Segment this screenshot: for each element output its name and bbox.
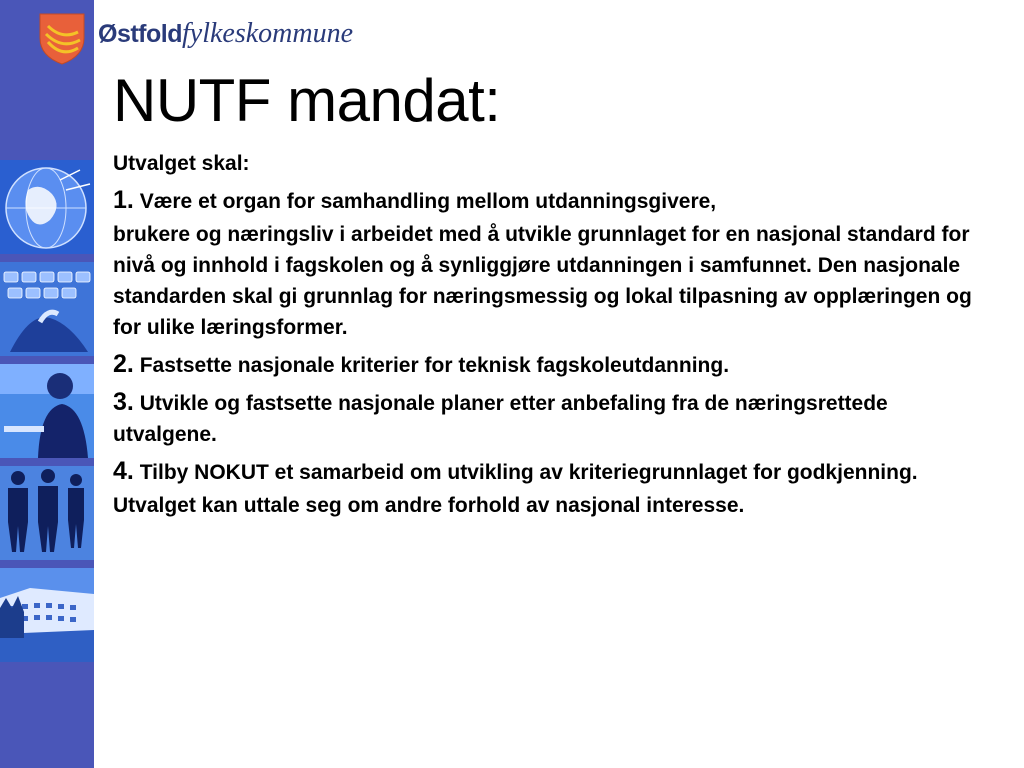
item-text: Tilby NOKUT et samarbeid om utvikling av kriteriegrunnlaget for godkjenning. xyxy=(139,461,918,484)
list-item-1 xyxy=(113,185,993,217)
logo-name-bold: Østfold xyxy=(98,20,182,48)
item-text: Utvikle og fastsette nasjonale planer etter anbefaling fra de næringsrettede utvalgene. xyxy=(113,392,888,446)
globe-photo xyxy=(0,160,94,254)
shield-icon xyxy=(38,12,86,66)
woman-photo xyxy=(0,364,94,458)
item-number: 2. xyxy=(113,350,134,378)
item-number: 1. xyxy=(113,186,134,214)
building-photo xyxy=(0,568,94,662)
slide-title: NUTF mandat: xyxy=(113,67,501,134)
item-text: Fastsette nasjonale kriterier for teknisk fagskoleutdanning. xyxy=(139,354,730,377)
logo-name-italic: fylkeskommune xyxy=(182,18,354,49)
slide-footer-text: Utvalget kan uttale seg om andre forhold av nasjonal interesse. xyxy=(113,494,745,517)
list-item-1-continuation: brukere og næringsliv i arbeidet med å utvikle grunnlaget for en nasjonal standard for nivå og innhold i fagskolen og å synliggjøre utdanningen i samfunnet. Den nasjonale standarden skal gi grunnlag for næringsmessig og lokal tilpasning av opplæringen og for ulike læringsformer. xyxy=(113,223,972,339)
people-walking-photo xyxy=(0,466,94,560)
slide-subtitle: Utvalget skal: xyxy=(113,152,250,175)
item-text: Være et organ for samhandling mellom utdanningsgivere, xyxy=(139,190,717,213)
list-item-4 xyxy=(113,456,993,488)
slide-content xyxy=(113,148,993,521)
keyboard-photo xyxy=(0,262,94,356)
list-item-2 xyxy=(113,349,993,381)
logo-wordmark xyxy=(98,18,353,50)
item-number: 3. xyxy=(113,388,134,416)
sidebar xyxy=(0,0,94,768)
item-number: 4. xyxy=(113,457,134,485)
list-item-3 xyxy=(113,387,993,450)
logo xyxy=(38,12,354,68)
